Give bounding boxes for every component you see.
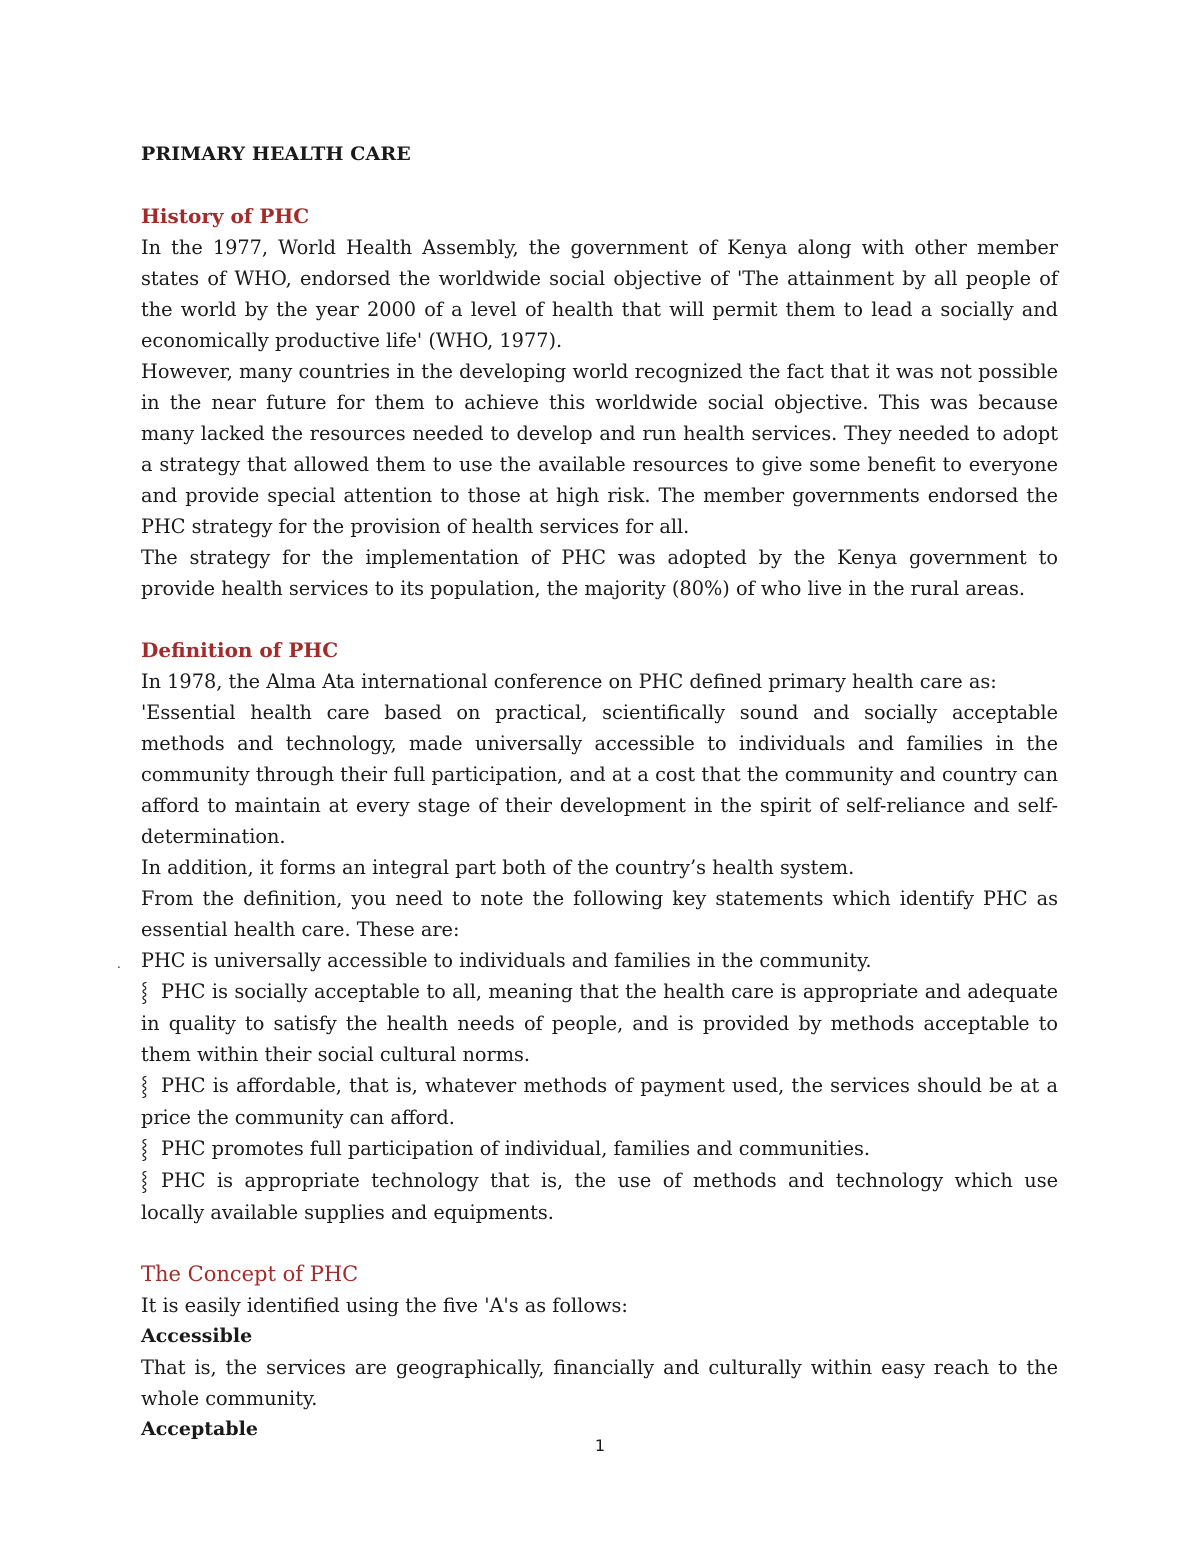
bullet-glyph-icon: ⸾ [141,1170,148,1192]
bullet-text: PHC is affordable, that is, whatever methods of payment used, the services should be at a price the community can afford. [141,1074,1058,1129]
bullet-text: PHC is socially acceptable to all, meaning that the health care is appropriate and adequate in quality to satisfy the health needs of people, and is provided by methods acceptable to them within their social cultural norms. [141,980,1058,1066]
concept-term-accessible: Accessible [141,1325,253,1347]
bullet-glyph-icon: ⸾ [141,1138,148,1160]
definition-paragraph-2: 'Essential health care based on practical, scientifically sound and socially acceptable methods and technology, made universally accessible to individuals and families in the community through their full participation, and at a cost that the community and country can afford to maintain at every stage of their development in the spirit of self-reliance and self-determination. [141,701,1058,848]
concept-heading: The Concept of PHC [141,1262,359,1286]
bullet-item-5 [141,1165,1058,1228]
document-title: PRIMARY HEALTH CARE [141,143,411,165]
page-number: 1 [594,1436,606,1455]
history-paragraph-1: In the 1977, World Health Assembly, the government of Kenya along with other member states of WHO, endorsed the worldwide social objective of 'The attainment by all people of the world by the year 2000 of a level of health that will permit them to lead a socially and economically productive life' (WHO, 1977). [141,236,1058,352]
bullet-text: PHC promotes full participation of individual, families and communities. [161,1137,871,1160]
bullet-text: PHC is universally accessible to individuals and families in the community. [141,949,872,972]
definition-paragraph-3: In addition, it forms an integral part both of the country’s health system. [141,856,855,879]
section-spacer [141,604,1058,635]
definition-paragraph-4: From the definition, you need to note the following key statements which identify PHC as essential health care. These are: [141,887,1058,941]
bullet-item-3 [141,1070,1058,1133]
bullet-item-1 [117,945,1058,976]
section-spacer [141,1228,1058,1259]
bullet-item-4 [141,1133,1058,1165]
history-paragraph-2: However, many countries in the developing world recognized the fact that it was not possible in the near future for them to achieve this worldwide social objective. This was because many lacked the resources needed to develop and run health services. They needed to adopt a strategy that allowed them to use the available resources to give some benefit to everyone and provide special attention to those at high risk. The member governments endorsed the PHC strategy for the provision of health services for all. [141,360,1058,538]
bullet-item-2 [141,976,1058,1070]
bullet-text: PHC is appropriate technology that is, the use of methods and technology which use locally available supplies and equipments. [141,1169,1058,1224]
bullet-dot-icon: . [117,957,121,971]
concept-intro: It is easily identified using the five 'A's as follows: [141,1294,628,1317]
history-paragraph-3: The strategy for the implementation of PHC was adopted by the Kenya government to provide health services to its population, the majority (80%) of who live in the rural areas. [141,546,1058,600]
document-page [117,139,1058,1445]
definition-heading: Definition of PHC [141,638,339,662]
bullet-glyph-icon: ⸾ [141,1075,148,1097]
definition-paragraph-1: In 1978, the Alma Ata international conference on PHC defined primary health care as: [141,670,997,693]
history-heading: History of PHC [141,204,310,228]
bullet-glyph-icon: ⸾ [141,981,148,1003]
concept-term-acceptable: Acceptable [141,1418,258,1440]
concept-text-accessible: That is, the services are geographically, financially and culturally within easy reach to the whole community. [141,1356,1058,1410]
